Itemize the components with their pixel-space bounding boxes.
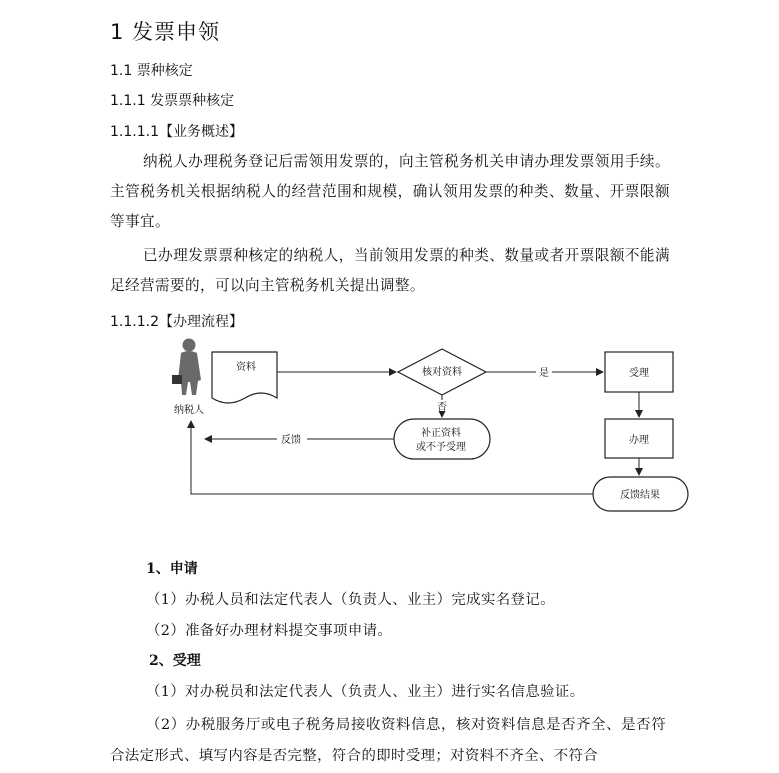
- heading-process-flow: 1.1.1.2【办理流程】: [110, 314, 243, 330]
- verify-label: 核对资料: [422, 367, 462, 378]
- step-accept-item-2: （2）办税服务厅或电子税务局接收资料信息，核对资料信息是否齐全、是否符合法定形式、填写内容是否完整，符合的即时受理；对资料不齐全、不符合: [110, 717, 666, 764]
- overview-paragraph-1: 纳税人办理税务登记后需领用发票的，向主管税务机关申请办理发票领用手续。主管税务机关根据纳税人的经营范围和规模，确认领用发票的种类、数量、开票限额等事宜。: [110, 153, 670, 230]
- no-label: 否: [437, 402, 447, 413]
- taxpayer-person-icon: [172, 339, 201, 396]
- supplement-label-line1: 补正资料: [421, 428, 461, 439]
- feedback-label: 反馈: [281, 435, 301, 446]
- heading-invoice-application: 1 发票申领: [110, 20, 221, 44]
- accept-label: 受理: [629, 368, 649, 379]
- supplement-terminal: [394, 419, 490, 459]
- step-accept-title: 2、受理: [149, 653, 201, 669]
- heading-ticket-type-approval: 1.1 票种核定: [110, 63, 193, 79]
- heading-invoice-type-approval: 1.1.1 发票票种核定: [110, 93, 235, 109]
- taxpayer-label: 纳税人: [174, 405, 204, 416]
- supplement-label-line2: 或不予受理: [416, 442, 466, 453]
- overview-paragraph-2: 已办理发票票种核定的纳税人，当前领用发票的种类、数量或者开票限额不能满足经营需要的，可以向主管税务机关提出调整。: [110, 247, 670, 294]
- step-accept-item-1: （1）对办税员和法定代表人（负责人、业主）进行实名信息验证。: [146, 684, 585, 700]
- materials-label: 资料: [236, 362, 256, 373]
- arrow-result-to-taxpayer: [191, 421, 593, 494]
- step-apply-title: 1、申请: [146, 561, 198, 577]
- process-label: 办理: [629, 435, 649, 446]
- heading-business-overview: 1.1.1.1【业务概述】: [110, 124, 243, 140]
- step-apply-item-1: （1）办税人员和法定代表人（负责人、业主）完成实名登记。: [146, 592, 555, 608]
- step-apply-item-2: （2）准备好办理材料提交事项申请。: [146, 623, 393, 639]
- yes-label: 是: [539, 368, 549, 379]
- materials-document-shape: [212, 352, 277, 403]
- feedback-result-label: 反馈结果: [620, 490, 660, 501]
